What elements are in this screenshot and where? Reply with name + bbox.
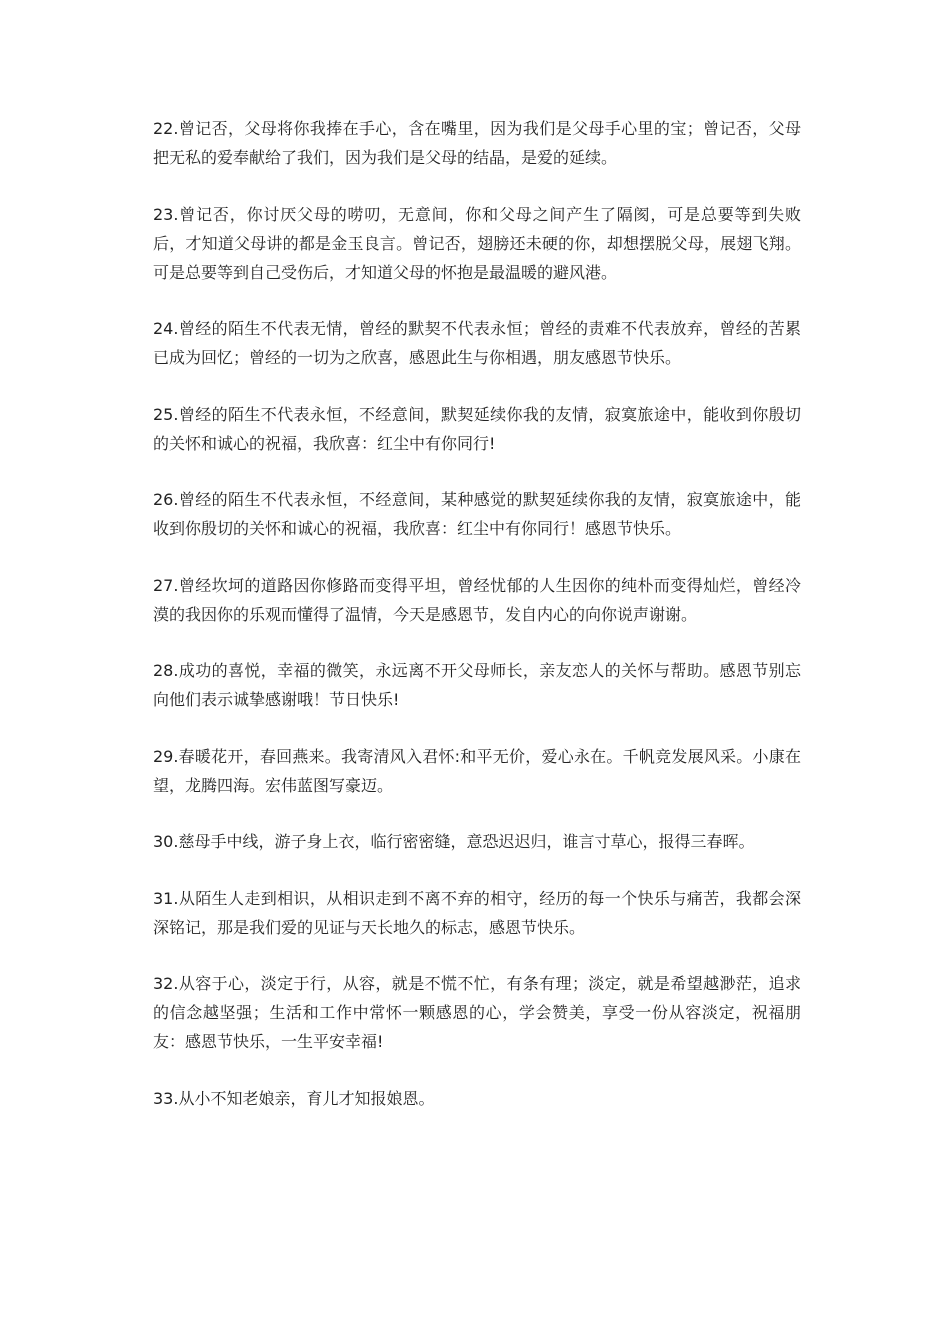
paragraph-23: 23.曾记否，你讨厌父母的唠叨，无意间，你和父母之间产生了隔阂，可是总要等到失败后，才知道父母讲的都是金玉良言。曾记否，翅膀还未硬的你，却想摆脱父母，展翅飞翔。可是总要等到自己受伤后，才知道父母的怀抱是最温暖的避风港。 (153, 204, 801, 282)
paragraph-26: 26.曾经的陌生不代表永恒，不经意间，某种感觉的默契延续你我的友情，寂寞旅途中，能收到你殷切的关怀和诚心的祝福，我欣喜：红尘中有你同行！感恩节快乐。 (153, 490, 801, 538)
paragraph-31: 31.从陌生人走到相识，从相识走到不离不弃的相守，经历的每一个快乐与痛苦，我都会深深铭记，那是我们爱的见证与天长地久的标志，感恩节快乐。 (153, 888, 801, 937)
paragraph-27: 27.曾经坎坷的道路因你修路而变得平坦，曾经忧郁的人生因你的纯朴而变得灿烂，曾经冷漠的我因你的乐观而懂得了温情，今天是感恩节，发自内心的向你说声谢谢。 (153, 575, 801, 624)
paragraph-33: 33.从小不知老娘亲，育儿才知报娘恩。 (153, 1088, 435, 1108)
paragraph-28: 28.成功的喜悦，幸福的微笑，永远离不开父母师长，亲友恋人的关怀与帮助。感恩节别忘向他们表示诚挚感谢哦！节日快乐! (153, 661, 801, 709)
paragraph-32: 32.从容于心，淡定于行，从容，就是不慌不忙，有条有理；淡定，就是希望越渺茫，追求的信念越坚强；生活和工作中常怀一颗感恩的心，学会赞美，享受一份从容淡定，祝福朋友：感恩节快乐，一生平安幸福! (153, 974, 801, 1051)
paragraph-30: 30.慈母手中线，游子身上衣，临行密密缝，意恐迟迟归，谁言寸草心，报得三春晖。 (153, 832, 755, 851)
paragraph-22: 22.曾记否，父母将你我捧在手心，含在嘴里，因为我们是父母手心里的宝；曾记否，父母把无私的爱奉献给了我们，因为我们是父母的结晶，是爱的延续。 (153, 119, 801, 167)
document-body (153, 114, 801, 1140)
paragraph-25: 25.曾经的陌生不代表永恒，不经意间，默契延续你我的友情，寂寞旅途中，能收到你殷切的关怀和诚心的祝福，我欣喜：红尘中有你同行! (153, 404, 801, 453)
paragraph-29: 29.春暖花开，春回燕来。我寄清风入君怀:和平无价，爱心永在。千帆竞发展风采。小康在望，龙腾四海。宏伟蓝图写豪迈。 (153, 746, 801, 795)
paragraph-24: 24.曾经的陌生不代表无情，曾经的默契不代表永恒；曾经的责难不代表放弃，曾经的苦累已成为回忆；曾经的一切为之欣喜，感恩此生与你相遇，朋友感恩节快乐。 (153, 319, 801, 367)
